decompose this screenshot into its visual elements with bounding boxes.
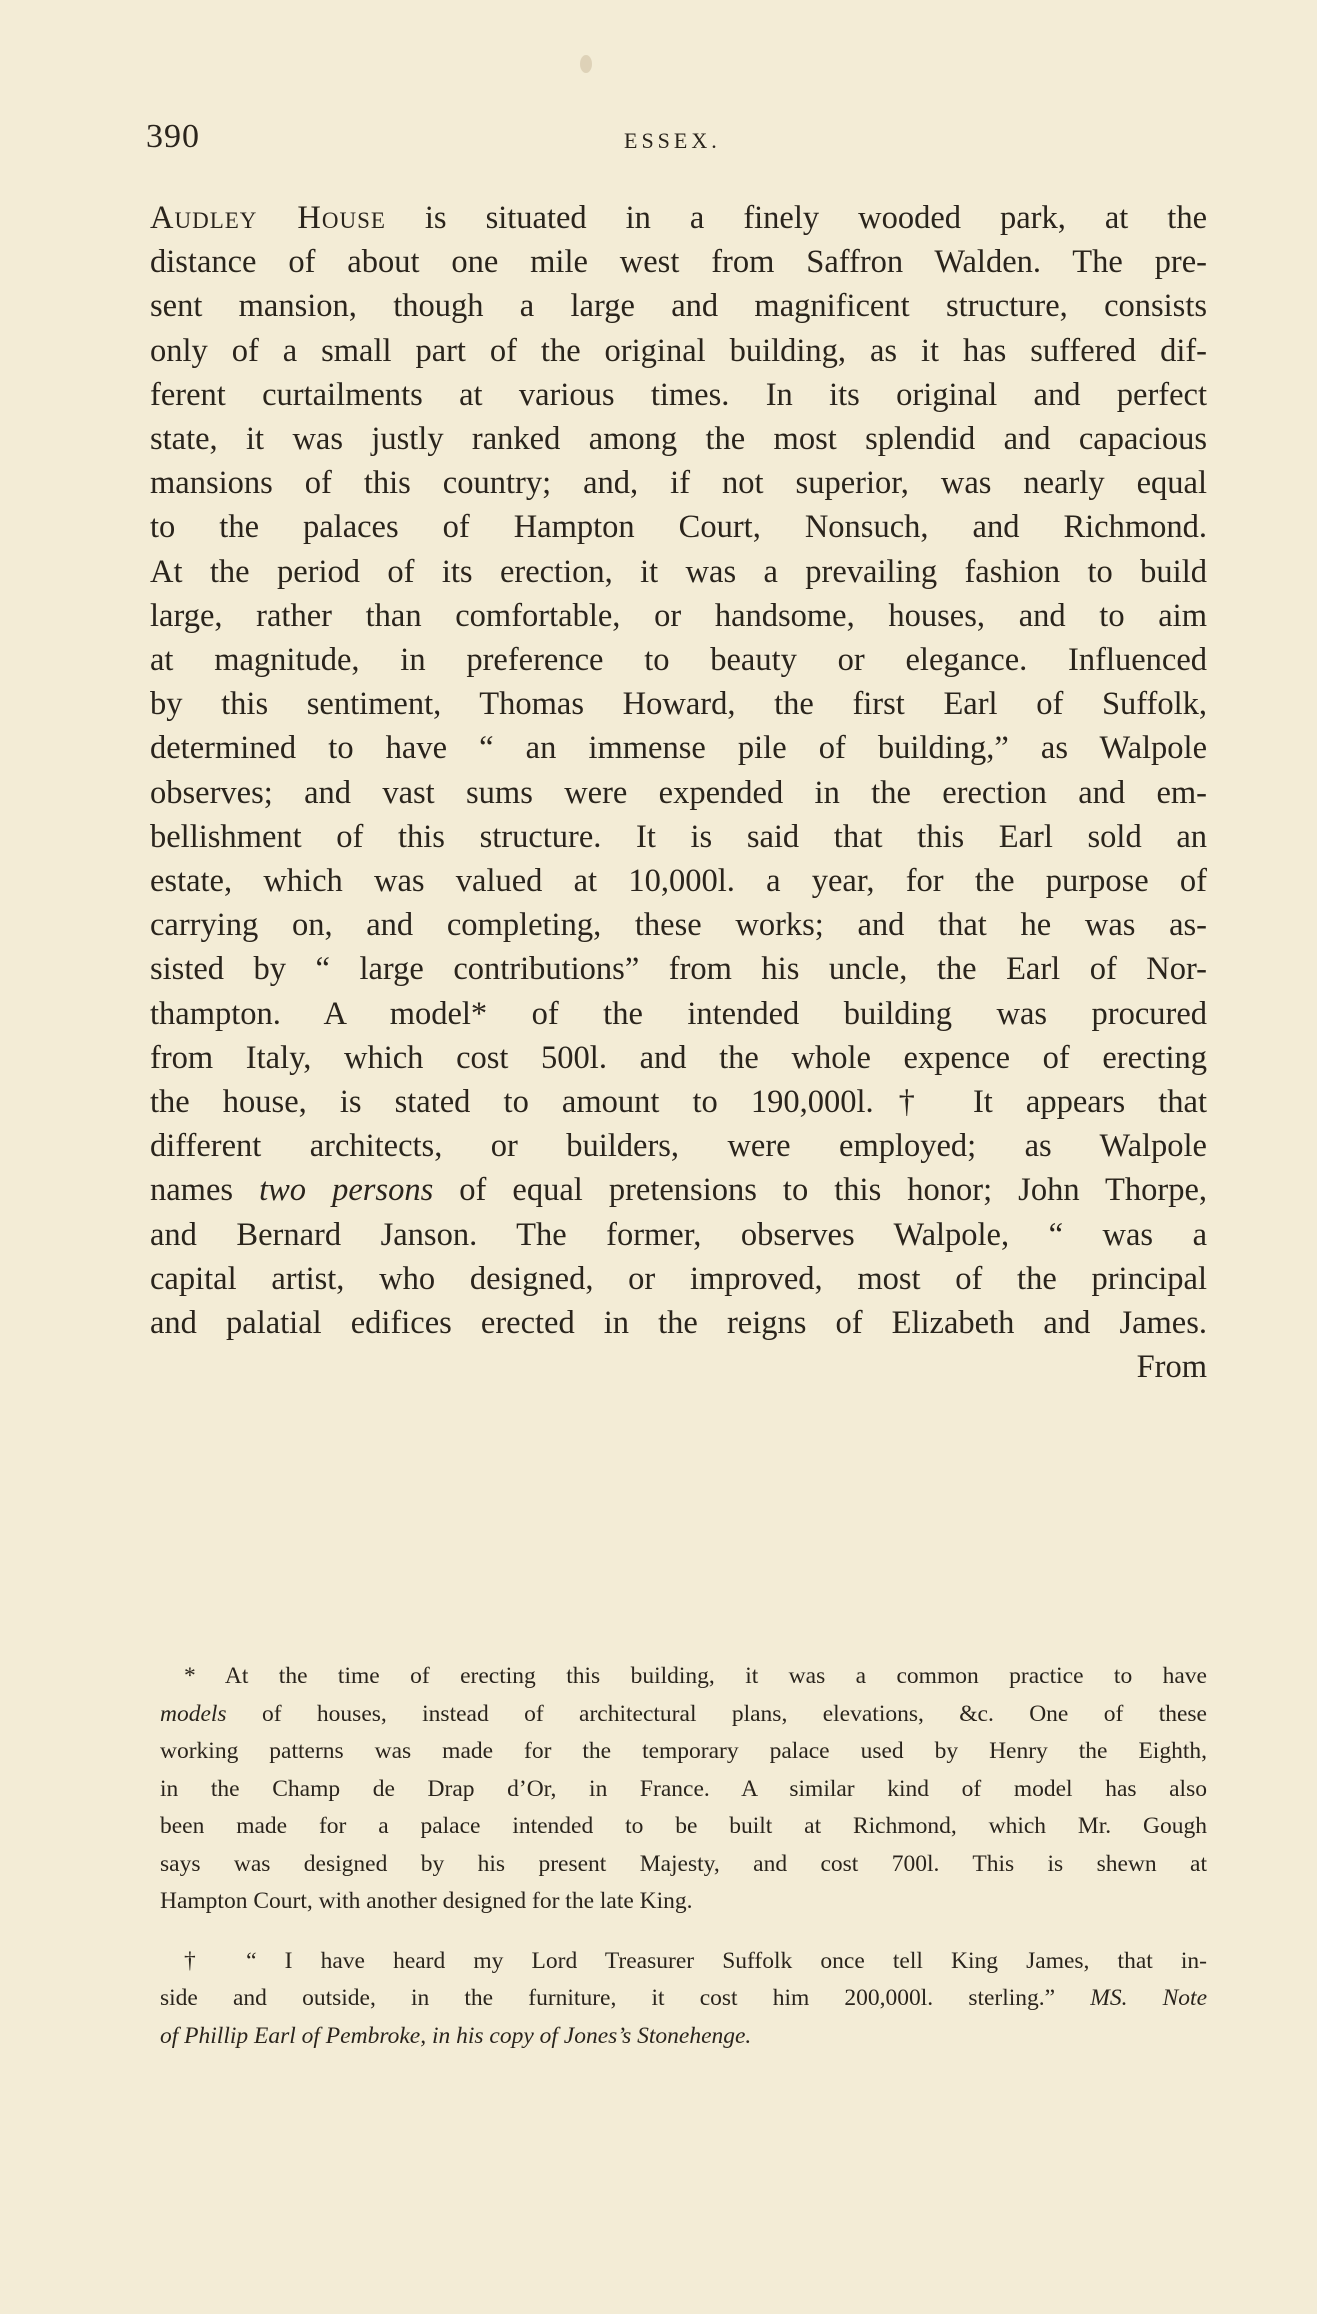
footnote-line: Hampton Court, with another designed for the late King. <box>160 1888 693 1914</box>
footnote-line: † “ I have heard my Lord Treasurer Suffolk once tell King James, that in- <box>184 1947 1207 1974</box>
footnote-line: models of houses, instead of architectural plans, elevations, &c. One of these <box>160 1700 1207 1727</box>
text-line: ferent curtailments at various times. In its original and perfect <box>150 376 1207 413</box>
running-head: ESSEX. <box>624 128 721 153</box>
text-line: names two persons of equal pretensions to this honor; John Thorpe, <box>150 1172 1208 1209</box>
footnote-model <box>160 1658 1207 1921</box>
footnote-line: side and outside, in the furniture, it cost him 200,000l. sterling.” MS. Note <box>160 1985 1207 2011</box>
footnote-line: in the Champ de Drap d’Or, in France. A similar kind of model has also <box>160 1775 1207 1802</box>
text-line: determined to have “ an immense pile of building,” as Walpole <box>150 730 1207 767</box>
text-line: Audley House is situated in a finely wooded park, at the <box>150 200 1207 236</box>
footnote-line: been made for a palace intended to be built at Richmond, which Mr. Gough <box>160 1813 1207 1839</box>
text-line: the house, is stated to amount to 190,000l.† It appears that <box>150 1084 1207 1121</box>
text-line: At the period of its erection, it was a prevailing fashion to build <box>150 553 1207 590</box>
body-text <box>150 196 1207 1389</box>
text-line: distance of about one mile west from Saffron Walden. The pre- <box>150 244 1207 281</box>
text-line: state, it was justly ranked among the most splendid and capacious <box>150 421 1207 458</box>
text-line: mansions of this country; and, if not superior, was nearly equal <box>150 465 1207 502</box>
text-line: only of a small part of the original building, as it has suffered dif- <box>150 332 1207 369</box>
footnote-line: working patterns was made for the temporary palace used by Henry the Eighth, <box>160 1738 1207 1764</box>
text-line: estate, which was valued at 10,000l. a year, for the purpose of <box>150 863 1207 900</box>
footnote-line: of Phillip Earl of Pembroke, in his copy of Jones’s Stonehenge. <box>160 2022 752 2049</box>
footnote-line: * At the time of erecting this building, it was a common practice to have <box>184 1663 1207 1689</box>
text-line: large, rather than comfortable, or handsome, houses, and to aim <box>150 597 1207 634</box>
italic-phrase: two persons <box>259 1172 434 1209</box>
text-line: by this sentiment, Thomas Howard, the first Earl of Suffolk, <box>150 686 1207 723</box>
text-line: observes; and vast sums were expended in the erection and em- <box>150 774 1207 811</box>
text-line: at magnitude, in preference to beauty or elegance. Influenced <box>150 642 1207 679</box>
text-line: from Italy, which cost 500l. and the whole expence of erecting <box>150 1039 1207 1076</box>
text-line: sent mansion, though a large and magnificent structure, consists <box>150 288 1207 325</box>
footnotes <box>160 1658 1207 2055</box>
footnote-line: says was designed by his present Majesty, and cost 700l. This is shewn at <box>160 1850 1207 1877</box>
catchword: From <box>1136 1349 1207 1386</box>
text-line: and Bernard Janson. The former, observes Walpole, “ was a <box>150 1216 1207 1253</box>
ink-smudge <box>580 55 592 73</box>
page-number: 390 <box>146 118 200 155</box>
lead-smallcaps: Audley House <box>150 200 386 236</box>
page-header <box>146 118 1207 168</box>
text-line: and palatial edifices erected in the reigns of Elizabeth and James. <box>150 1305 1207 1342</box>
text-line: different architects, or builders, were employed; as Walpole <box>150 1128 1207 1165</box>
text-line: sisted by “ large contributions” from his uncle, the Earl of Nor- <box>150 951 1207 988</box>
text-line: to the palaces of Hampton Court, Nonsuch, and Richmond. <box>150 509 1207 546</box>
text-line: carrying on, and completing, these works; and that he was as- <box>150 907 1207 944</box>
text-line: thampton. A model* of the intended building was procured <box>150 995 1207 1032</box>
footnote-cost <box>160 1943 1207 2056</box>
text-line: bellishment of this structure. It is said that this Earl sold an <box>150 818 1207 855</box>
text-line: capital artist, who designed, or improved, most of the principal <box>150 1260 1207 1297</box>
